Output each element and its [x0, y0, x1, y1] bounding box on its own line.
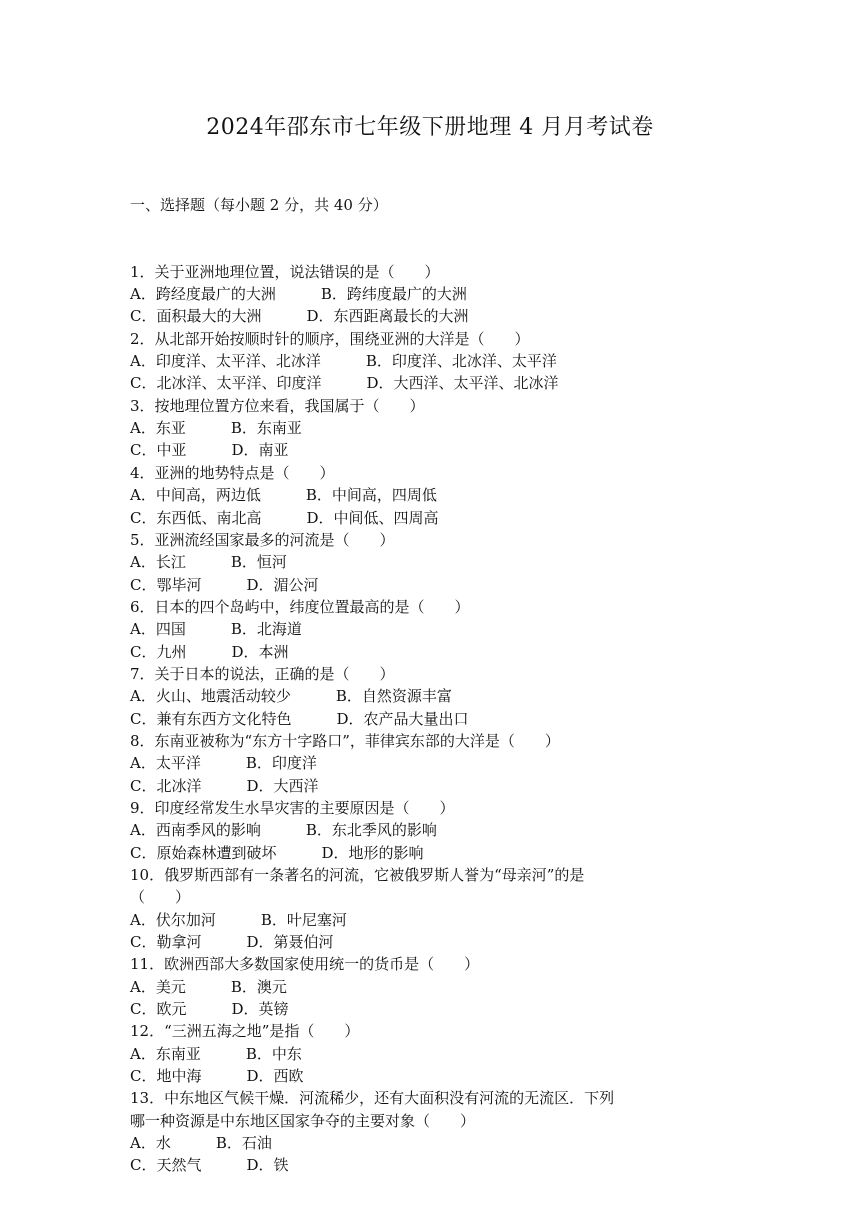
option-line: A．水 B．石油 [130, 1134, 272, 1153]
question-line: 2．从北部开始按顺时针的顺序，围绕亚洲的大洋是（ ） [130, 329, 530, 348]
question-line: 11．欧洲西部大多数国家使用统一的货币是（ ） [130, 955, 480, 974]
page-title: 2024年邵东市七年级下册地理 4 月月考试卷 [206, 115, 654, 140]
question-line: 5．亚洲流经国家最多的河流是（ ） [130, 530, 395, 549]
option-line: C．欧元 D．英镑 [130, 1000, 289, 1019]
option-line: C．勒拿河 D．第聂伯河 [130, 933, 334, 952]
question-line: 12．“三洲五海之地”是指（ ） [130, 1022, 360, 1041]
question-line: 9．印度经常发生水旱灾害的主要原因是（ ） [130, 798, 455, 817]
option-line: C．面积最大的大洲 D．东西距离最长的大洲 [130, 307, 469, 326]
option-line: A．美元 B．澳元 [130, 977, 287, 996]
option-line: A．长江 B．恒河 [130, 553, 287, 572]
question-line: 1．关于亚洲地理位置，说法错误的是（ ） [130, 262, 440, 281]
option-line: A．东亚 B．东南亚 [130, 419, 302, 438]
question-line: 7．关于日本的说法，正确的是（ ） [130, 664, 395, 683]
option-line: A．四国 B．北海道 [130, 620, 302, 639]
section-heading: 一、选择题（每小题 2 分，共 40 分） [130, 195, 388, 214]
option-line: C．东西低、南北高 D．中间低、四周高 [130, 508, 439, 527]
option-line: A．火山、地震活动较少 B．自然资源丰富 [130, 687, 452, 706]
option-line: C．天然气 D．铁 [130, 1156, 289, 1175]
option-line: C．鄂毕河 D．湄公河 [130, 575, 319, 594]
option-line: C．北冰洋、太平洋、印度洋 D．大西洋、太平洋、北冰洋 [130, 374, 559, 393]
question-line: 10．俄罗斯西部有一条著名的河流，它被俄罗斯人誉为“母亲河”的是 [130, 866, 585, 884]
question-line: 8．东南亚被称为“东方十字路口”，菲律宾东部的大洋是（ ） [130, 731, 560, 750]
option-line: 哪一种资源是中东地区国家争夺的主要对象（ ） [130, 1111, 476, 1130]
option-line: A．伏尔加河 B．叶尼塞河 [130, 910, 347, 929]
question-line: 4．亚洲的地势特点是（ ） [130, 463, 335, 482]
option-line: A．印度洋、太平洋、北冰洋 B．印度洋、北冰洋、太平洋 [130, 352, 557, 371]
option-line: C．中亚 D．南亚 [130, 441, 289, 460]
option-line: A．跨经度最广的大洲 B．跨纬度最广的大洲 [130, 285, 467, 304]
option-line: A．中间高，两边低 B．中间高，四周低 [130, 486, 437, 505]
option-line: A．太平洋 B．印度洋 [130, 754, 317, 773]
option-line: A．西南季风的影响 B．东北季风的影响 [130, 821, 437, 840]
question-line: 13．中东地区气候干燥．河流稀少，还有大面积没有河流的无流区．下列 [130, 1089, 615, 1108]
option-line: C．北冰洋 D．大西洋 [130, 776, 319, 795]
option-line: C．九州 D．本洲 [130, 642, 289, 661]
question-line: 3．按地理位置方位来看，我国属于（ ） [130, 396, 425, 415]
question-list [130, 149, 740, 1177]
option-line: C．原始森林遭到破坏 D．地形的影响 [130, 843, 424, 862]
question-line: 6．日本的四个岛屿中，纬度位置最高的是（ ） [130, 597, 470, 616]
question-line: （ ） [130, 888, 191, 907]
option-line: A．东南亚 B．中东 [130, 1044, 302, 1063]
option-line: C．兼有东西方文化特色 D．农产品大量出口 [130, 709, 469, 728]
option-line: C．地中海 D．西欧 [130, 1067, 304, 1086]
